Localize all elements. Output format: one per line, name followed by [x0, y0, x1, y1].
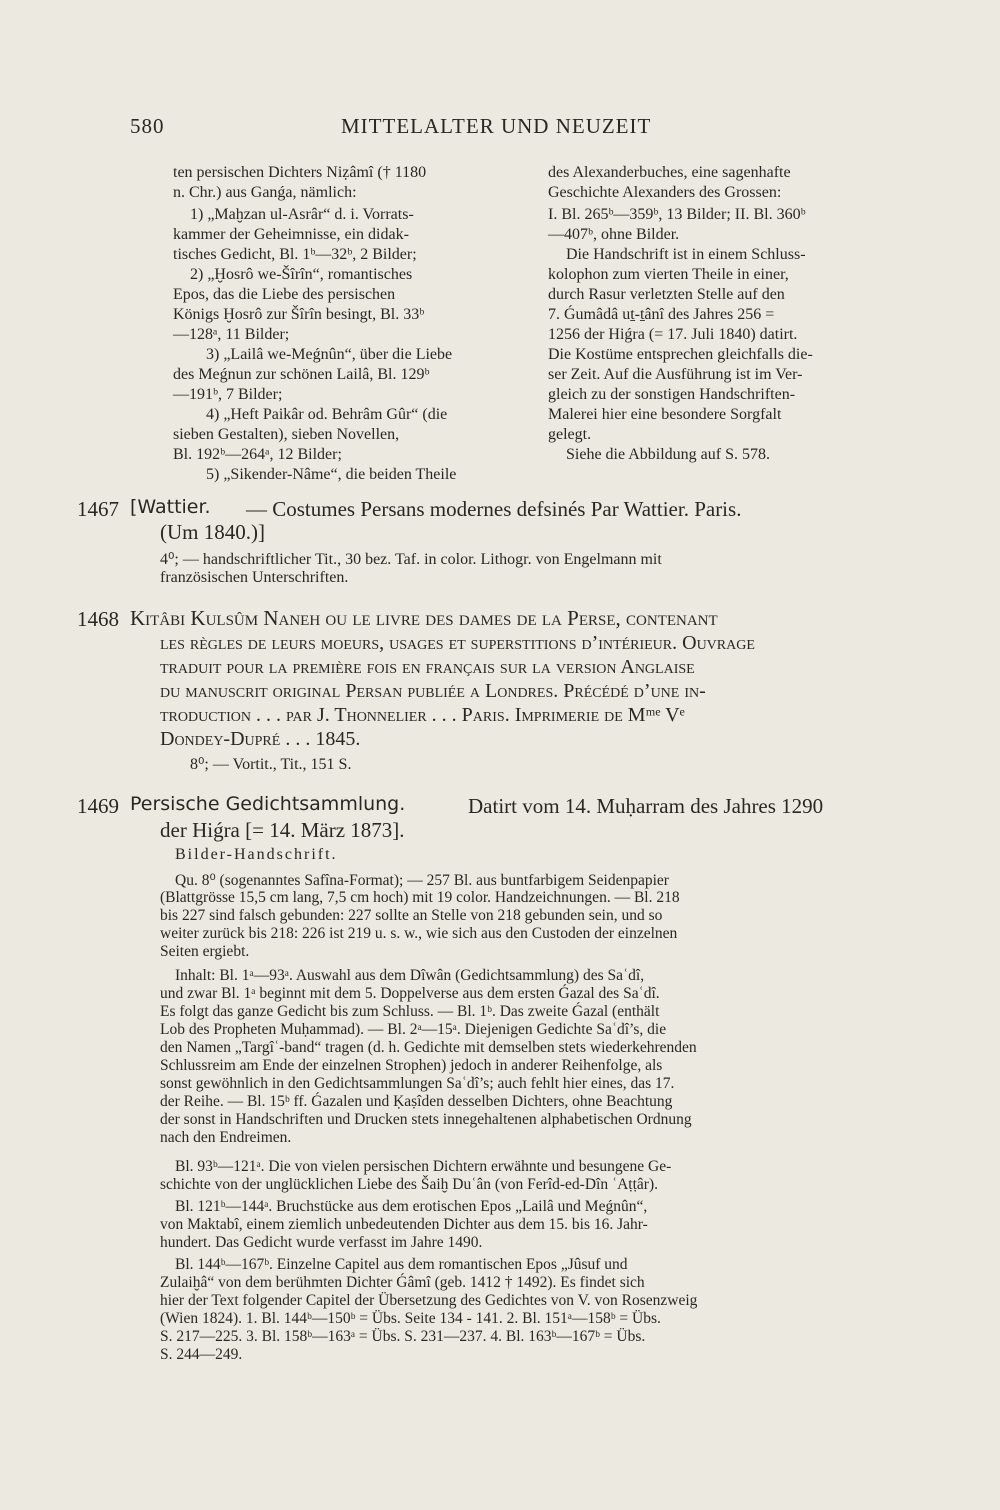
entry-body-line: (Wien 1824). 1. Bl. 144ᵇ—150ᵇ = Übs. Seite 134 - 141. 2. Bl. 151ᵃ—158ᵇ = Übs.	[160, 1310, 661, 1327]
entry-body-line: Qu. 8⁰ (sogenanntes Safîna-Format); — 257 Bl. aus buntfarbigem Seidenpapier	[175, 872, 669, 889]
entry-body-line: Inhalt: Bl. 1ᵃ—93ᵃ. Auswahl aus dem Dîwân (Gedichtsammlung) des Saʿdî,	[175, 967, 645, 984]
right-line: Siehe die Abbildung auf S. 578.	[566, 446, 770, 463]
entry-body-line: Seiten ergiebt.	[160, 943, 250, 960]
left-line: 2) „Ḫosrô we-Šîrîn“, romantisches	[190, 266, 413, 283]
entry-title: Kitâbi Kulsûm Naneh ou le livre des dames de la Perse, contenant	[130, 606, 718, 630]
entry-title: Datirt vom 14. Muḥarram des Jahres 1290	[468, 794, 824, 818]
entry-body-line: Zulaiḫâ“ von dem berühmten Dichter Ǵâmî (geb. 1412 † 1492). Es findet sich	[160, 1274, 645, 1291]
entry-title: (Um 1840.)]	[160, 520, 265, 544]
entry-body-line: den Namen „Targîʿ-band“ tragen (d. h. Gedichte mit demselben stets wiederkehrenden	[160, 1039, 697, 1056]
entry-title: — Costumes Persans modernes defsinés Par Wattier. Paris.	[246, 497, 742, 521]
left-line: Bl. 192ᵇ—264ᵃ, 12 Bilder;	[173, 446, 342, 463]
right-line: 7. Ǵumâdâ uṯ-ṯânî des Jahres 256 =	[548, 306, 775, 323]
left-line: sieben Gestalten), sieben Novellen,	[173, 426, 400, 443]
right-line: Geschichte Alexanders des Grossen:	[548, 184, 782, 201]
left-line: Epos, das die Liebe des persischen	[173, 286, 396, 303]
right-line: Die Handschrift ist in einem Schluss-	[566, 246, 806, 263]
right-line: des Alexanderbuches, eine sagenhafte	[548, 164, 791, 181]
page-number: 580	[130, 114, 165, 138]
left-line: 3) „Lailâ we-Meǵnûn“, über die Liebe	[206, 346, 453, 363]
right-line: gleich zu der sonstigen Handschriften-	[548, 386, 796, 403]
left-line: 4) „Heft Paikâr od. Behrâm Gûr“ (die	[206, 406, 448, 423]
entry-title: Dondey-Dupré . . . 1845.	[160, 728, 361, 750]
entry-title: [Wattier.	[130, 496, 211, 518]
entry-description: 8⁰; — Vortit., Tit., 151 S.	[190, 756, 352, 773]
left-line: kammer der Geheimnisse, ein didak-	[173, 226, 409, 243]
left-line: 1) „Maḫzan ul-Asrâr“ d. i. Vorrats-	[190, 206, 414, 223]
left-line: —128ᵃ, 11 Bilder;	[173, 326, 290, 343]
right-line: kolophon zum vierten Theile in einer,	[548, 266, 789, 283]
entry-body-line: der sonst in Handschriften und Drucken stets innegehaltenen alphabetischen Ordnung	[160, 1111, 692, 1128]
entry-body-line: Lob des Propheten Muḥammad). — Bl. 2ᵃ—15ᵃ. Diejenigen Gedichte Saʿdî’s, die	[160, 1021, 667, 1038]
entry-body-line: bis 227 sind falsch gebunden: 227 sollte an Stelle von 218 gebunden sein, und so	[160, 907, 663, 924]
right-line: I. Bl. 265ᵇ—359ᵇ, 13 Bilder; II. Bl. 360ᵇ	[548, 206, 806, 223]
left-line: ten persischen Dichters Niẓâmî († 1180	[173, 164, 427, 181]
entry-body-line: Bl. 144ᵇ—167ᵇ. Einzelne Capitel aus dem romantischen Epos „Jûsuf und	[175, 1256, 628, 1273]
entry-number: 1468	[77, 607, 119, 631]
entry-body-line: von Maktabî, einem ziemlich unbedeutenden Dichter aus dem 15. bis 16. Jahr-	[160, 1216, 648, 1233]
entry-body-line: schichte von der unglücklichen Liebe des Šaiḫ Duʿân (von Ferîd-ed-Dîn ʿAṭṭâr).	[160, 1176, 658, 1193]
entry-body-line: sonst gewöhnlich in den Gedichtsammlungen Saʿdî’s; auch fehlt hier eines, das 17.	[160, 1075, 675, 1092]
left-line: des Meǵnun zur schönen Lailâ, Bl. 129ᵇ	[173, 366, 430, 383]
entry-number: 1469	[77, 794, 119, 818]
entry-body-line: Bl. 121ᵇ—144ᵃ. Bruchstücke aus dem erotischen Epos „Lailâ und Meǵnûn“,	[175, 1198, 648, 1215]
entry-description: französischen Unterschriften.	[160, 569, 349, 586]
left-line: tisches Gedicht, Bl. 1ᵇ—32ᵇ, 2 Bilder;	[173, 246, 417, 263]
entry-body-line: nach den Endreimen.	[160, 1129, 292, 1146]
right-line: Malerei hier eine besondere Sorgfalt	[548, 406, 782, 423]
entry-body-line: und zwar Bl. 1ᵃ beginnt mit dem 5. Doppelverse aus dem ersten Ǵazal des Saʿdî.	[160, 985, 660, 1002]
entry-title: der Hiǵra [= 14. März 1873].	[160, 818, 405, 842]
right-line: —407ᵇ, ohne Bilder.	[548, 226, 680, 243]
entry-title: Persische Gedichtsammlung.	[130, 793, 406, 815]
left-line: —191ᵇ, 7 Bilder;	[173, 386, 283, 403]
entry-title: les règles de leurs moeurs, usages et superstitions d’intérieur. Ouvrage	[160, 632, 755, 654]
entry-body-line: (Blattgrösse 15,5 cm lang, 7,5 cm hoch) mit 19 color. Handzeichnungen. — Bl. 218	[160, 889, 680, 906]
entry-title: du manuscrit original Persan publiée a Londres. Précédé d’une in-	[160, 680, 706, 702]
right-line: Die Kostüme entsprechen gleichfalls die-	[548, 346, 813, 363]
right-line: gelegt.	[548, 426, 592, 443]
entry-number: 1467	[77, 497, 119, 521]
right-line: durch Rasur verletzten Stelle auf den	[548, 286, 785, 303]
entry-description: 4⁰; — handschriftlicher Tit., 30 bez. Taf. in color. Lithogr. von Engelmann mit	[160, 551, 662, 568]
entry-title: troduction . . . par J. Thonnelier . . . Paris. Imprimerie de Mᵐᵉ Vᵉ	[160, 704, 685, 726]
entry-body-line: S. 217—225. 3. Bl. 158ᵇ—163ᵃ = Übs. S. 231—237. 4. Bl. 163ᵇ—167ᵇ = Übs.	[160, 1328, 646, 1345]
entry-body-line: der Reihe. — Bl. 15ᵇ ff. Ǵazalen und Ḳaṣîden desselben Dichters, ohne Beachtung	[160, 1093, 673, 1110]
right-line: 1256 der Hiǵra (= 17. Juli 1840) datirt.	[548, 326, 798, 343]
entry-kind: Bilder-Handschrift.	[175, 846, 338, 863]
running-title: MITTELALTER UND NEUZEIT	[341, 114, 652, 138]
left-line: 5) „Sikender-Nâme“, die beiden Theile	[206, 466, 457, 483]
entry-body-line: Schlussreim am Ende der einzelnen Strophen) jedoch in anderer Reihenfolge, als	[160, 1057, 663, 1074]
entry-body-line: Bl. 93ᵇ—121ᵃ. Die von vielen persischen Dichtern erwähnte und besungene Ge-	[175, 1158, 672, 1175]
entry-title: traduit pour la première fois en français sur la version Anglaise	[160, 656, 695, 678]
entry-body-line: hier der Text folgender Capitel der Übersetzung des Gedichtes von V. von Rosenzweig	[160, 1292, 698, 1309]
entry-body-line: hundert. Das Gedicht wurde verfasst im Jahre 1490.	[160, 1234, 483, 1251]
left-line: n. Chr.) aus Ganǵa, nämlich:	[173, 184, 357, 201]
entry-body-line: Es folgt das ganze Gedicht bis zum Schluss. — Bl. 1ᵇ. Das zweite Ǵazal (enthält	[160, 1003, 660, 1020]
entry-body-line: weiter zurück bis 218: 226 ist 219 u. s. w., wie sich aus den Custoden der einzelnen	[160, 925, 678, 942]
entry-body-line: S. 244—249.	[160, 1346, 243, 1363]
right-line: ser Zeit. Auf die Ausführung ist im Ver-	[548, 366, 803, 383]
left-line: Königs Ḫosrô zur Šîrîn besingt, Bl. 33ᵇ	[173, 306, 425, 323]
